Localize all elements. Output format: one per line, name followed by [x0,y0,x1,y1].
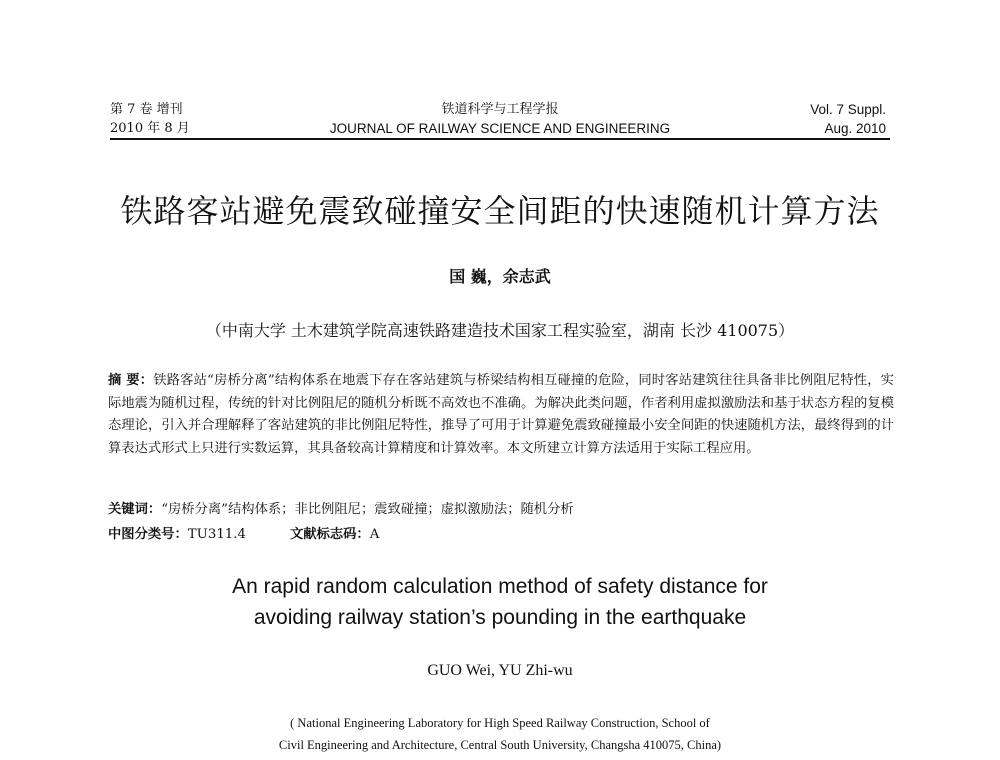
volume-cn: 第 7 卷 增刊 [110,102,183,117]
doc-code-label: 文献标志码： [289,527,370,542]
volume-en: Vol. 7 Suppl. [810,102,886,117]
keywords-cn [108,500,574,520]
journal-name-en: JOURNAL OF RAILWAY SCIENCE AND ENGINEERING [329,121,671,136]
doc-code-value: A [369,527,380,542]
clc-value: TU311.4 [187,527,246,542]
header-rule [110,138,890,140]
keywords-label: 关键词： [108,502,162,517]
affiliation-en-line1: ( National Engineering Laboratory for High Speed Railway Construction, School of [290,716,710,730]
title-en-line2: avoiding railway station’s pounding in the earthquake [253,606,747,629]
clc-label: 中图分类号： [108,527,188,542]
journal-header [110,96,890,140]
classification-line [108,525,379,545]
affiliation-en-line2: Civil Engineering and Architecture, Central South University, Changsha 410075, China) [278,738,722,752]
affiliation-cn: （中南大学 土木建筑学院高速铁路建造技术国家工程实验室，湖南 长沙 410075） [205,321,795,340]
authors-cn: 国 巍，余志武 [449,267,551,286]
header-center [110,100,890,138]
date-cn: 2010 年 8 月 [110,121,190,136]
keywords-text: “房桥分离”结构体系；非比例阻尼；震致碰撞；虚拟激励法；随机分析 [161,502,574,517]
abstract-text: 铁路客站“房桥分离”结构体系在地震下存在客站建筑与桥梁结构相互碰撞的危险，同时客站建筑往往具备非比例阻尼特性，实际地震为随机过程，传统的针对比例阻尼的随机分析既不高效也不准确。为解决此类问题，作者利用虚拟激励法和基于状态方程的复模态理论，引入并合理解释了客站建筑的非比例阻尼特性，推导了可用于计算避免震致碰撞最小安全间距的快速随机方法，最终得到的计算表达式形式上只进行实数运算，其具备较高计算精度和计算效率。本文所建立计算方法适用于实际工程应用。 [108,373,894,456]
paper-title-cn: 铁路客站避免震致碰撞安全间距的快速随机计算方法 [120,192,880,230]
journal-name-cn: 铁道科学与工程学报 [441,102,559,117]
affiliation-en [0,712,1000,756]
abstract-label: 摘 要： [108,373,154,388]
paper-title-en [0,571,1000,633]
date-en: Aug. 2010 [824,121,886,136]
header-right [810,100,886,138]
abstract-cn [108,370,894,460]
title-en-line1: An rapid random calculation method of safety distance for [232,575,768,598]
authors-en: GUO Wei, YU Zhi-wu [427,662,573,679]
